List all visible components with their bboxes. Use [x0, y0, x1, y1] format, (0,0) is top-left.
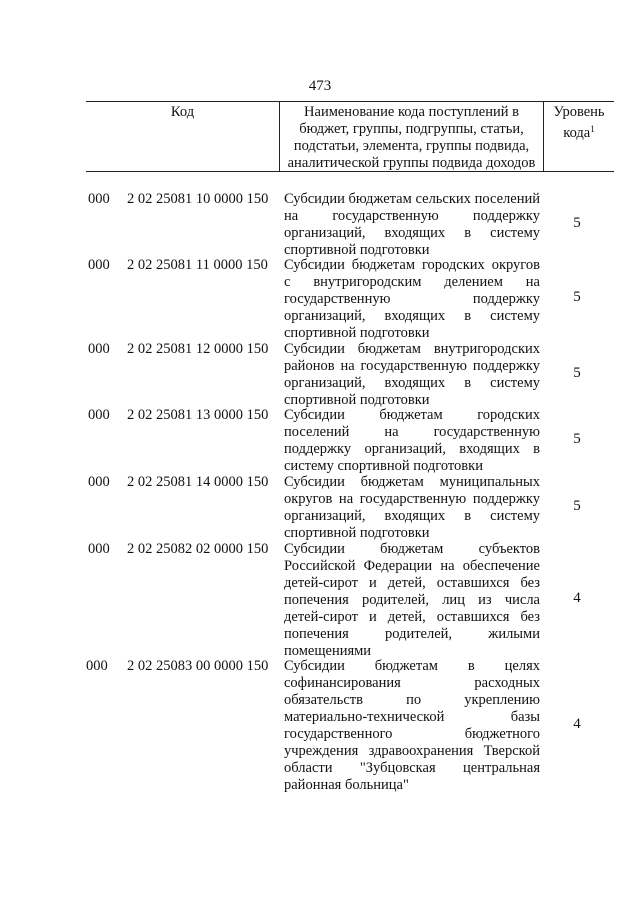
row-code: 2 02 25081 14 0000 150 [127, 474, 269, 490]
row-level: 4 [573, 716, 581, 732]
row-code: 2 02 25081 11 0000 150 [127, 257, 268, 273]
row-description: Субсидии бюджетам городских округов с внутригородским делением на государственную поддержку организаций, входящих в систему спортивной подготовки [284, 257, 540, 341]
header-level-footnote: 1 [590, 124, 595, 134]
row-description: Субсидии бюджетам городских поселений на государственную поддержку организаций, входящих в систему спортивной подготовки [284, 407, 540, 474]
header-name: Наименование кода поступлений в бюджет, группы, подгруппы, статьи, подстатьи, элемента, группы подвида, аналитической группы подвида доходов [279, 102, 543, 171]
row-level: 4 [573, 590, 581, 606]
row-admin-code: 000 [88, 257, 110, 273]
row-level: 5 [573, 431, 581, 447]
row-description: Субсидии бюджетам муниципальных округов на государственную поддержку организаций, входящих в систему спортивной подготовки [284, 474, 540, 541]
row-description: Субсидии бюджетам сельских поселений на государственную поддержку организаций, входящих в систему спортивной подготовки [284, 191, 540, 258]
row-code: 2 02 25081 13 0000 150 [127, 407, 269, 423]
row-description: Субсидии бюджетам внутригородских районов на государственную поддержку организаций, входящих в систему спортивной подготовки [284, 341, 540, 408]
row-level: 5 [573, 498, 581, 514]
row-admin-code: 000 [88, 541, 110, 557]
row-level: 5 [573, 215, 581, 231]
row-admin-code: 000 [88, 474, 110, 490]
row-level: 5 [573, 365, 581, 381]
row-admin-code: 000 [88, 407, 110, 423]
row-code: 2 02 25081 10 0000 150 [127, 191, 269, 207]
row-admin-code: 000 [88, 341, 110, 357]
header-level [543, 102, 614, 171]
row-code: 2 02 25081 12 0000 150 [127, 341, 269, 357]
table-header [86, 101, 614, 172]
row-code: 2 02 25083 00 0000 150 [127, 658, 269, 674]
header-level-label: Уровень кода [553, 104, 605, 141]
page-number: 473 [308, 78, 332, 94]
row-code: 2 02 25082 02 0000 150 [127, 541, 269, 557]
row-level: 5 [573, 289, 581, 305]
row-description: Субсидии бюджетам субъектов Российской Федерации на обеспечение детей-сирот и детей, оставшихся без попечения родителей, лиц из числа детей-сирот и детей, оставшихся без попечения родителей, жилыми помещениями [284, 541, 540, 659]
row-description: Субсидии бюджетам в целях софинансирования расходных обязательств по укреплению материально-технической базы государственного бюджетного учреждения здравоохранения Тверской области "Зубцовская центральная районная больница" [284, 658, 540, 793]
row-admin-code: 000 [86, 658, 108, 674]
row-admin-code: 000 [88, 191, 110, 207]
header-code: Код [170, 104, 195, 120]
